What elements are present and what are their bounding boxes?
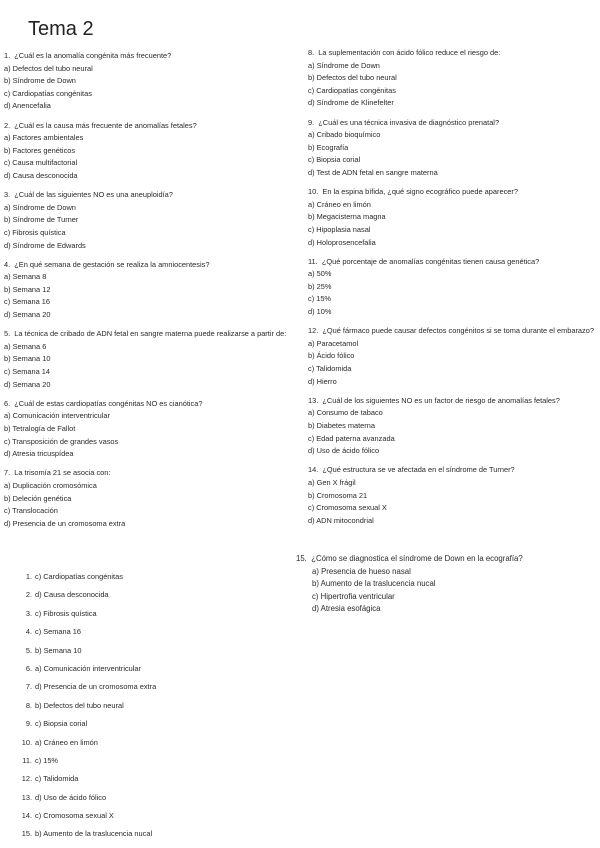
answer-key-number: 3.	[25, 608, 32, 618]
answer-key-row	[14, 586, 156, 604]
answer-key-row	[14, 752, 156, 770]
answer-key-text: d) Presencia de un cromosoma extra	[35, 682, 157, 692]
question-label: La técnica de cribado de ADN fetal en sangre materna puede realizarse a partir de:	[14, 329, 287, 339]
question-text	[4, 328, 286, 341]
answer-option: d) Anencefalia	[4, 101, 51, 111]
answer-key-text: a) Cráneo en limón	[35, 737, 98, 747]
answer-option: d) Atresia esofágica	[312, 604, 381, 614]
answer-key-text: c) Talidomida	[35, 774, 79, 784]
answer-option: c) Cardiopatías congénitas	[4, 88, 92, 98]
question-number: 6.	[4, 398, 11, 408]
question-number: 9.	[308, 117, 315, 127]
answer-key-text: c) 15%	[35, 755, 59, 765]
question-text	[4, 120, 286, 133]
answer-option: c) Fibrosis quística	[4, 227, 66, 237]
answer-key-number: 10.	[21, 737, 32, 747]
answer-option: c) Hipertrofia ventricular	[312, 591, 395, 601]
question-number: 1.	[4, 51, 11, 60]
answer-key-number: 2.	[25, 590, 32, 600]
right-questions-column	[308, 47, 594, 534]
question-label: ¿En qué semana de gestación se realiza la amniocentesis?	[14, 259, 210, 269]
question-label: ¿Qué estructura se ve afectada en el síndrome de Turner?	[322, 465, 515, 475]
answer-option: a) Consumo de tabaco	[308, 408, 383, 418]
question-block	[4, 328, 286, 391]
question-block	[4, 120, 286, 183]
question-text	[308, 186, 594, 199]
answer-option: d) Causa desconocida	[4, 170, 78, 180]
answer-option: c) Causa multifactorial	[4, 158, 78, 168]
answer-option: c) Semana 16	[4, 297, 51, 307]
question-block	[4, 189, 286, 252]
question-block	[4, 398, 286, 461]
answer-key-text: d) Uso de ácido fólico	[35, 792, 107, 802]
answer-key-text: b) Defectos del tubo neural	[35, 700, 124, 710]
answer-key-number: 5.	[25, 645, 32, 655]
answer-option: c) Translocación	[4, 506, 58, 516]
answer-option: b) Diabetes materna	[308, 421, 375, 430]
answer-key-number: 11.	[22, 755, 32, 765]
answer-option: a) Comunicación interventricular	[4, 411, 110, 421]
answer-option: c) Talidomida	[308, 364, 352, 374]
question-text	[4, 189, 286, 202]
answer-option: a) Síndrome de Down	[4, 202, 76, 212]
answer-option: a) Semana 6	[4, 341, 47, 351]
answer-option: a) Síndrome de Down	[308, 60, 380, 70]
question-label: La suplementación con ácido fólico reduce el riesgo de:	[318, 48, 501, 57]
question-block	[4, 50, 286, 113]
answer-key-number: 9.	[25, 719, 32, 729]
question-text	[296, 553, 523, 566]
answer-option: d) Síndrome de Klinefelter	[308, 98, 394, 108]
answer-key-text: b) Semana 10	[35, 645, 82, 655]
answer-option: c) Transposición de grandes vasos	[4, 436, 119, 446]
answer-key-text: c) Cromosoma sexual X	[35, 811, 114, 821]
answer-key-text: c) Fibrosis quística	[35, 608, 97, 618]
question-label: En la espina bífida, ¿qué signo ecográfico puede aparecer?	[322, 187, 518, 197]
answer-option: d) Presencia de un cromosoma extra	[4, 518, 126, 528]
question-text	[308, 47, 594, 60]
question-number: 7.	[4, 468, 11, 478]
answer-option: a) Defectos del tubo neural	[4, 63, 93, 73]
answer-option: a) Presencia de hueso nasal	[312, 566, 411, 576]
question-label: ¿Qué porcentaje de anomalías congénitas tienen causa genética?	[321, 256, 540, 266]
question-block	[308, 186, 594, 249]
question-number: 13.	[308, 395, 319, 405]
answer-option: c) Semana 14	[4, 367, 51, 377]
answer-option: b) Síndrome de Down	[4, 76, 76, 86]
answer-option: d) Hierro	[308, 376, 337, 386]
question-block	[308, 395, 594, 458]
question-label: ¿Cuál de los siguientes NO es un factor de riesgo de anomalías fetales?	[322, 395, 560, 405]
answer-option: c) Cardiopatías congénitas	[308, 85, 396, 95]
answer-key	[14, 568, 156, 844]
answer-key-text: a) Comunicación interventricular	[35, 663, 141, 673]
answer-option: a) Paracetamol	[308, 338, 359, 348]
question-label: ¿Cómo se diagnostica el síndrome de Down en la ecografía?	[311, 554, 523, 563]
answer-option: d) Atresia tricuspídea	[4, 449, 74, 459]
question-number: 8.	[308, 48, 315, 57]
answer-key-row	[14, 623, 156, 641]
answer-option: a) Duplicación cromosómica	[4, 480, 97, 490]
answer-key-text: b) Aumento de la traslucencia nucal	[35, 829, 153, 839]
page-title: Tema 2	[28, 18, 94, 40]
answer-option: a) Semana 8	[4, 272, 47, 282]
answer-option: a) Gen X frágil	[308, 477, 356, 487]
answer-option: c) 15%	[308, 294, 332, 304]
answer-option: c) Edad paterna avanzada	[308, 433, 395, 443]
answer-option: b) Megacisterna magna	[308, 212, 386, 222]
answer-option: b) Cromosoma 21	[308, 490, 368, 500]
question-text	[308, 117, 594, 130]
answer-key-number: 6.	[25, 663, 32, 673]
answer-key-row	[14, 825, 156, 843]
question-label: ¿Cuál de las siguientes NO es una aneuploidía?	[14, 190, 173, 200]
answer-key-row	[14, 678, 156, 696]
answer-option: b) Aumento de la traslucencia nucal	[312, 579, 436, 589]
answer-option: b) Síndrome de Turner	[4, 215, 79, 225]
question-block	[308, 464, 594, 527]
answer-option: a) Cráneo en limón	[308, 199, 371, 209]
question-label: ¿Cuál es la causa más frecuente de anomalías fetales?	[14, 120, 197, 130]
answer-key-text: c) Cardiopatías congénitas	[35, 572, 123, 581]
question-label: ¿Cuál es una técnica invasiva de diagnóstico prenatal?	[318, 117, 500, 127]
question-number: 4.	[4, 259, 11, 269]
question-block	[4, 467, 286, 530]
question-text	[308, 464, 594, 477]
answer-key-number: 14.	[21, 811, 32, 821]
answer-option: d) Uso de ácido fólico	[308, 446, 380, 456]
answer-key-text: d) Causa desconocida	[35, 590, 109, 600]
left-questions-column	[4, 50, 286, 537]
question-number: 14.	[308, 465, 319, 475]
answer-option: a) Factores ambientales	[4, 133, 84, 143]
answer-option: b) Defectos del tubo neural	[308, 73, 397, 83]
answer-option: d) ADN mitocondrial	[308, 515, 374, 525]
question-number: 12.	[308, 326, 319, 336]
answer-key-row	[14, 770, 156, 788]
answer-key-number: 12.	[21, 774, 32, 784]
answer-key-number: 8.	[25, 700, 32, 710]
answer-option: b) Factores genéticos	[4, 145, 76, 155]
question-text	[308, 325, 594, 338]
answer-key-number: 1.	[25, 572, 32, 581]
question-text	[4, 398, 286, 411]
answer-key-row	[14, 660, 156, 678]
question-text	[4, 467, 286, 480]
answer-key-row	[14, 734, 156, 752]
question-block	[308, 117, 594, 180]
answer-key-row	[14, 568, 156, 586]
answer-key-number: 13.	[21, 792, 32, 802]
question-number: 2.	[4, 120, 11, 130]
question-text	[4, 259, 286, 272]
answer-key-number: 7.	[25, 682, 32, 692]
question-15-block	[296, 553, 523, 616]
answer-key-row	[14, 715, 156, 733]
question-block	[308, 47, 594, 110]
answer-option: a) Cribado bioquímico	[308, 130, 381, 140]
answer-key-row	[14, 697, 156, 715]
answer-option: a) 50%	[308, 269, 332, 279]
answer-option: c) Cromosoma sexual X	[308, 503, 387, 513]
answer-option: c) Biopsia corial	[308, 155, 361, 165]
answer-key-text: c) Biopsia corial	[35, 719, 88, 729]
question-label: ¿Cuál de estas cardiopatías congénitas NO es cianótica?	[14, 398, 203, 408]
answer-option: d) Semana 20	[4, 310, 51, 320]
answer-option: b) Semana 10	[4, 354, 51, 364]
question-number: 11.	[308, 256, 318, 266]
question-number: 10.	[308, 187, 319, 197]
question-text	[308, 256, 594, 269]
question-number: 15.	[296, 554, 307, 563]
answer-option: d) Holoprosencefalia	[308, 237, 376, 247]
answer-option: d) Test de ADN fetal en sangre materna	[308, 167, 438, 177]
answer-key-row	[14, 789, 156, 807]
answer-option: b) Ácido fólico	[308, 351, 355, 361]
question-number: 5.	[4, 329, 11, 339]
question-text	[4, 50, 286, 63]
answer-option: b) 25%	[308, 281, 332, 291]
answer-key-row	[14, 807, 156, 825]
answer-option: b) Deleción genética	[4, 493, 72, 503]
answer-option: d) Semana 20	[4, 379, 51, 389]
answer-option: d) Síndrome de Edwards	[4, 240, 86, 250]
answer-key-row	[14, 605, 156, 623]
question-block	[308, 325, 594, 388]
answer-option: c) Hipoplasia nasal	[308, 224, 371, 234]
answer-key-text: c) Semana 16	[35, 627, 82, 637]
answer-option: b) Semana 12	[4, 284, 51, 294]
question-label: La trisomía 21 se asocia con:	[14, 468, 111, 478]
answer-key-number: 4.	[25, 627, 32, 637]
question-label: ¿Qué fármaco puede causar defectos congénitos si se toma durante el embarazo?	[322, 326, 594, 336]
question-text	[308, 395, 594, 408]
answer-key-number: 15.	[21, 829, 32, 839]
answer-key-row	[14, 642, 156, 660]
question-number: 3.	[4, 190, 11, 200]
question-block	[308, 256, 594, 319]
answer-option: b) Ecografía	[308, 142, 349, 152]
question-label: ¿Cuál es la anomalía congénita más frecuente?	[14, 51, 172, 60]
question-block	[4, 259, 286, 322]
answer-option: b) Tetralogía de Fallot	[4, 424, 76, 433]
answer-option: d) 10%	[308, 307, 332, 317]
